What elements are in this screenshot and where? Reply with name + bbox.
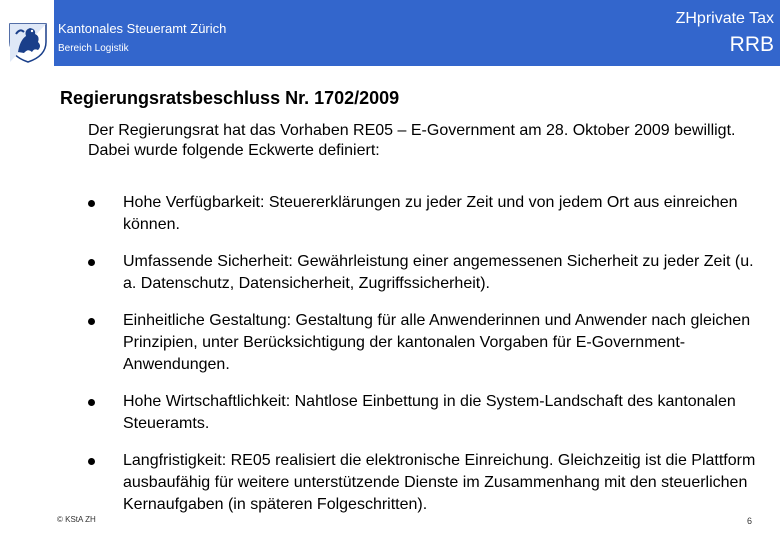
- list-item: [88, 310, 758, 376]
- list-item: [88, 251, 758, 295]
- list-item-text: Langfristigkeit: RE05 realisiert die elektronische Einreichung. Gleichzeitig ist die Plattform ausbaufähig für weitere unterstützende Dienste im Zusammenhang mit den steuerlichen Kernaufgaben (in späteren Folgeschritten).: [123, 452, 756, 513]
- list-item: [88, 192, 758, 236]
- list-item-text: Hohe Wirtschaftlichkeit: Nahtlose Einbettung in die System-Landschaft des kantonalen Steueramts.: [123, 393, 736, 432]
- department-name: Bereich Logistik: [58, 43, 129, 54]
- bullet-dot-icon: [88, 259, 95, 266]
- bullet-dot-icon: [88, 318, 95, 325]
- bullet-dot-icon: [88, 458, 95, 465]
- product-name: ZHprivate Tax: [675, 10, 774, 27]
- list-item: [88, 391, 758, 435]
- page-number: 6: [746, 516, 752, 526]
- list-item-text: Einheitliche Gestaltung: Gestaltung für alle Anwenderinnen und Anwender nach gleichen Prinzipien, unter Berücksichtigung der kantonalen Vorgaben für E-Government-Anwendungen.: [123, 312, 751, 373]
- list-item-text: Umfassende Sicherheit: Gewährleistung einer angemessenen Sicherheit zu jeder Zeit (u. a. Datenschutz, Datensicherheit, Zugriffssicherheit).: [123, 253, 754, 292]
- list-item-text: Hohe Verfügbarkeit: Steuererklärungen zu jeder Zeit und von jedem Ort aus einreichen können.: [123, 194, 738, 233]
- intro-paragraph: Der Regierungsrat hat das Vorhaben RE05 – E-Government am 28. Oktober 2009 bewilligt. Dabei wurde folgende Eckwerte definiert:: [88, 122, 736, 159]
- bullet-dot-icon: [88, 399, 95, 406]
- list-item: [88, 450, 758, 516]
- copyright-note: © KStA ZH: [57, 515, 96, 524]
- section-code: RRB: [729, 33, 774, 56]
- bullet-dot-icon: [88, 200, 95, 207]
- organization-name: Kantonales Steueramt Zürich: [58, 21, 227, 36]
- zurich-lion-coat-of-arms-icon: [8, 18, 48, 64]
- bullet-list: [88, 192, 758, 531]
- page-title: Regierungsratsbeschluss Nr. 1702/2009: [60, 88, 400, 108]
